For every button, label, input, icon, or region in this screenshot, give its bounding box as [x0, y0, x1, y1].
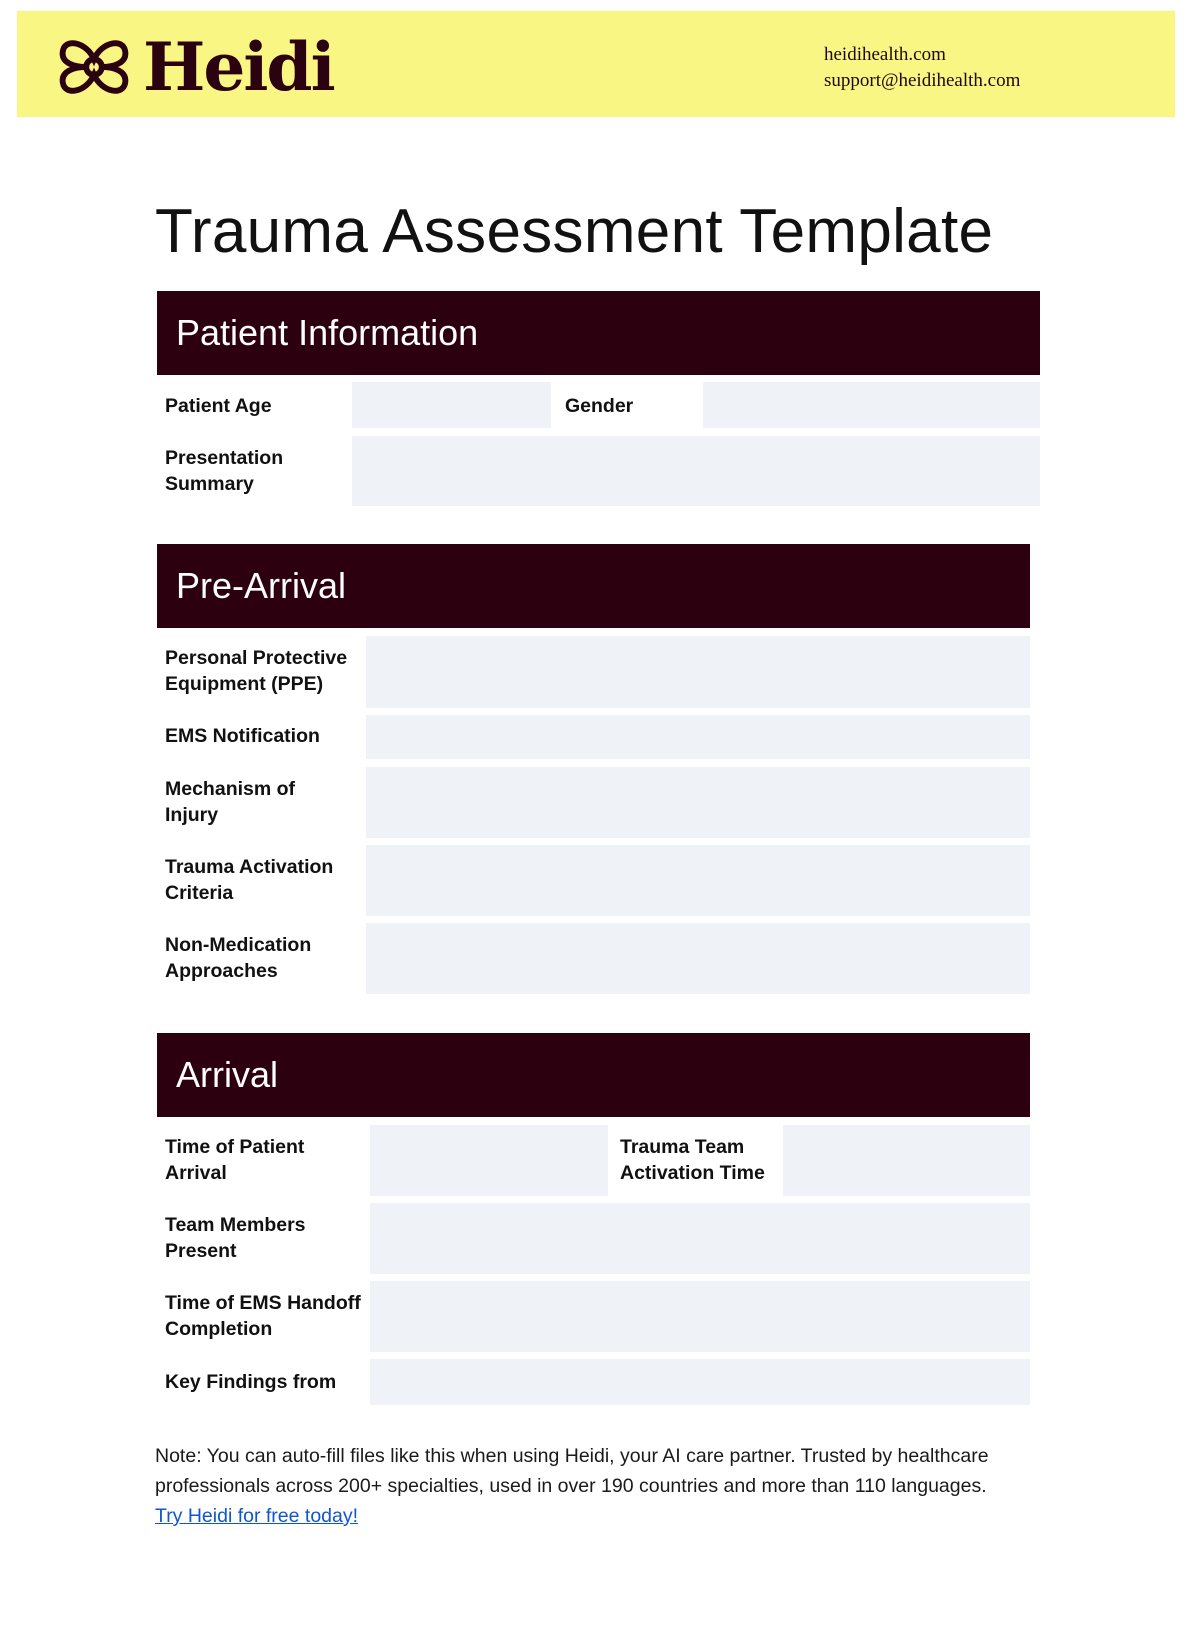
brand-name: Heidi: [143, 28, 334, 106]
section-header-patient-information: Patient Information: [157, 291, 1040, 375]
time-of-ems-handoff-completion-field[interactable]: [370, 1281, 1030, 1352]
header-banner: [17, 11, 1175, 117]
time-of-patient-arrival-field[interactable]: [370, 1125, 608, 1196]
ems-notification-label: EMS Notification: [165, 725, 320, 747]
mechanism-of-injury-field[interactable]: [366, 767, 1030, 838]
patient-age-field[interactable]: [352, 382, 551, 428]
non-medication-approaches-label: Non-Medication Approaches: [165, 934, 312, 982]
time-of-patient-arrival-label: Time of Patient Arrival: [165, 1136, 305, 1184]
section-header-arrival: Arrival: [157, 1033, 1030, 1117]
presentation-summary-field[interactable]: [352, 436, 1040, 506]
presentation-summary-label: Presentation Summary: [165, 447, 284, 495]
contact-info: [824, 42, 1020, 94]
website-link[interactable]: heidihealth.com: [824, 44, 946, 65]
footer-note: [155, 1441, 1045, 1531]
team-members-present-field[interactable]: [370, 1203, 1030, 1274]
support-email-link[interactable]: support@heidihealth.com: [824, 70, 1021, 91]
heidi-knot-logo-icon: [55, 28, 133, 106]
try-heidi-link[interactable]: Try Heidi for free today!: [155, 1505, 359, 1527]
gender-label: Gender: [565, 395, 634, 417]
note-text: Note: You can auto-fill files like this when using Heidi, your AI care partner. Trusted by healthcare professionals across 200+ specialties, used in over 190 countries and more than 110 languages.: [155, 1445, 989, 1497]
gender-field[interactable]: [703, 382, 1040, 428]
ems-notification-field[interactable]: [366, 715, 1030, 759]
key-findings-from-field[interactable]: [370, 1359, 1030, 1405]
team-members-present-label: Team Members Present: [165, 1214, 306, 1262]
page-title: Trauma Assessment Template: [155, 197, 994, 266]
non-medication-approaches-field[interactable]: [366, 923, 1030, 994]
key-findings-from-label: Key Findings from: [165, 1371, 337, 1393]
ppe-field[interactable]: [366, 636, 1030, 708]
ppe-label: Personal Protective Equipment (PPE): [165, 647, 348, 695]
patient-age-label: Patient Age: [165, 395, 272, 417]
brand-logo[interactable]: [55, 28, 334, 106]
trauma-team-activation-time-field[interactable]: [783, 1125, 1030, 1196]
trauma-activation-criteria-label: Trauma Activation Criteria: [165, 856, 334, 904]
time-of-ems-handoff-completion-label: Time of EMS Handoff Completion: [165, 1292, 361, 1340]
section-header-pre-arrival: Pre-Arrival: [157, 544, 1030, 628]
trauma-activation-criteria-field[interactable]: [366, 845, 1030, 916]
mechanism-of-injury-label: Mechanism of Injury: [165, 778, 296, 826]
trauma-team-activation-time-label: Trauma Team Activation Time: [620, 1136, 765, 1184]
